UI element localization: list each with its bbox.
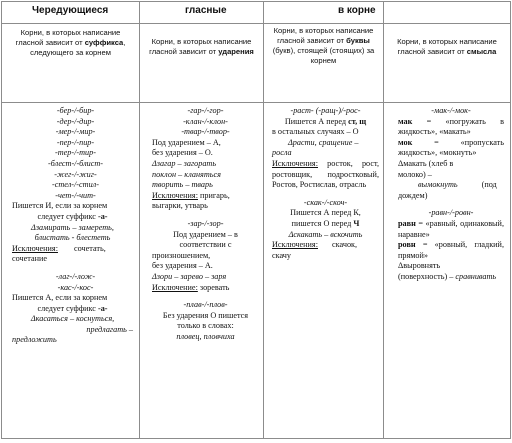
- rule-text: Без ударения О пишется: [162, 310, 249, 320]
- header-keyword: суффикса: [84, 38, 124, 47]
- root-list-1: [12, 106, 133, 201]
- rule-text: следует суффикс -а-: [37, 211, 108, 221]
- rule-text: Под ударением – в: [173, 229, 238, 239]
- root-list-2: [12, 272, 133, 293]
- root-pair: -мер-/-мир-: [55, 127, 96, 137]
- header-cell-meaning: [384, 23, 510, 102]
- title-word-3: в корне: [338, 5, 376, 16]
- meaning-item: равн = «равный, одинаковый, наравне»: [398, 218, 504, 239]
- rule-text: произношением,: [152, 250, 211, 260]
- column-meaning: [384, 106, 510, 438]
- column-stress: [140, 106, 263, 438]
- column-letter: [264, 106, 383, 438]
- header-cell-stress: [140, 23, 263, 102]
- exception: Исключения: пригарь,: [152, 190, 230, 200]
- example: поклон – кланяться: [152, 169, 221, 179]
- exception: Исключения: сочетать,: [12, 243, 106, 253]
- root-pair: -твар-/-твор-: [181, 127, 230, 137]
- header-keyword: смысла: [466, 47, 497, 56]
- header-text: , следующего за корнем: [30, 38, 126, 57]
- title-word-2: гласные: [185, 5, 227, 16]
- root-pair: -блест-/-блист-: [47, 158, 104, 168]
- rule-text: в остальных случаях – О: [272, 127, 359, 137]
- example: Δвыровнять: [398, 261, 441, 271]
- rule-text: Пишется А перед ст, щ: [284, 116, 367, 126]
- root-list-1: [152, 106, 259, 138]
- exception: выгарки, утварь: [152, 201, 208, 211]
- title-word-1: Чередующиеся: [32, 5, 109, 16]
- root-pair: -скак-/-скоч-: [303, 197, 348, 207]
- example: пловец, пловчиха: [176, 331, 235, 341]
- example: Δмакать (хлеб в: [398, 158, 454, 168]
- header-row: [2, 23, 510, 103]
- rule-text: соответствии с: [179, 240, 232, 250]
- example: Δзори – зарево – заря: [152, 271, 227, 281]
- root-pair: -раст- (-ращ-)/-рос-: [290, 106, 361, 115]
- example: творить – тварь: [152, 180, 213, 190]
- rule-text: следует суффикс -а-: [37, 303, 108, 313]
- root-pair: -тер-/-тир-: [55, 148, 96, 158]
- header-cell-letter: [264, 23, 383, 102]
- meaning-item: мак = «погружать в жидкость», «макать»: [398, 116, 504, 137]
- root-pair: -бер-/-бир-: [56, 106, 95, 115]
- example: Δзамирать – замереть,: [31, 222, 114, 232]
- header-keyword: ударения: [218, 47, 254, 56]
- root-pair: -дер-/-дир-: [56, 116, 95, 126]
- example: росла: [272, 148, 292, 158]
- example: Δкасаться – коснуться,: [30, 314, 115, 324]
- rules-table: [1, 1, 511, 439]
- root-pair: -зар-/-зор-: [187, 218, 224, 228]
- exception: сочетание: [12, 254, 47, 264]
- rule-text: только в словах:: [177, 321, 234, 331]
- exception: скачу: [272, 250, 292, 260]
- rule-text: Под ударением – А,: [152, 137, 221, 147]
- example: дождем): [398, 190, 428, 200]
- root-pair: -лаг-/-лож-: [55, 271, 96, 281]
- example: блистать - блестеть: [34, 233, 111, 243]
- example: предложить: [12, 335, 57, 345]
- example: предлагать –: [86, 324, 133, 334]
- root-pair: -равн-/-ровн-: [428, 208, 474, 218]
- root-pair: -стел-/-стил-: [52, 180, 99, 190]
- exception: Исключения: скачок,: [272, 240, 358, 250]
- root-pair: -гар-/-гор-: [187, 106, 224, 115]
- header-text: Корни, в которых написание гласной зависит от: [149, 37, 252, 56]
- exception: Исключение: зоревать: [152, 282, 230, 292]
- root-pair: -плав-/-плов-: [183, 300, 228, 310]
- rule-text: Пишется А перед К,: [290, 208, 361, 218]
- meaning-item: мок = «пропускать жидкость», «мокнуть»: [398, 137, 504, 158]
- root-list-2: [152, 219, 259, 230]
- rule-text: без ударения – О.: [152, 148, 213, 158]
- meaning-item: ровн = «ровный, гладкий, прямой»: [398, 240, 504, 260]
- root-list-3: [152, 300, 259, 311]
- exception: Исключения: росток, рост, ростовщик, подростковый, Ростов, Ростислав, отрасль: [272, 158, 379, 190]
- root-pair: -пер-/-пир-: [56, 137, 95, 147]
- example: Δзагар – загорать: [152, 158, 217, 168]
- header-keyword: буквы: [346, 36, 370, 45]
- rule-text: Пишется А, если за корнем: [12, 293, 108, 303]
- rule-text: пишется О перед Ч: [291, 218, 360, 228]
- rule-text: без ударения – А.: [152, 261, 213, 271]
- header-text: Корни, в которых написание гласной зависит от: [15, 28, 121, 47]
- root-pair: -чет-/-чит-: [55, 190, 96, 200]
- root-pair: -мак-/-мок-: [431, 106, 471, 115]
- root-pair: -кас-/-кос-: [57, 282, 94, 292]
- example: молоко) –: [398, 169, 432, 179]
- header-text: Корни, в которых написание гласной зависит от: [397, 37, 497, 56]
- header-cell-suffix: [2, 23, 139, 102]
- root-pair: -жег-/-жиг-: [54, 169, 97, 179]
- header-text: Корни, в которых написание гласной зависит от: [273, 26, 374, 45]
- title-row: [2, 2, 510, 24]
- column-suffix: [2, 106, 139, 438]
- example: Δрасти, сращение –: [288, 137, 359, 147]
- rule-text: Пишется И, если за корнем: [12, 201, 108, 211]
- example: (поверхность) – сравнивать: [398, 271, 497, 281]
- root-pair: -клан-/-клон-: [183, 116, 228, 126]
- header-text: (букв), стоящей (стоящих) за корнем: [272, 46, 375, 65]
- example: Δскакать – вскочить: [288, 229, 363, 239]
- example: вымокнуть (под: [418, 180, 497, 190]
